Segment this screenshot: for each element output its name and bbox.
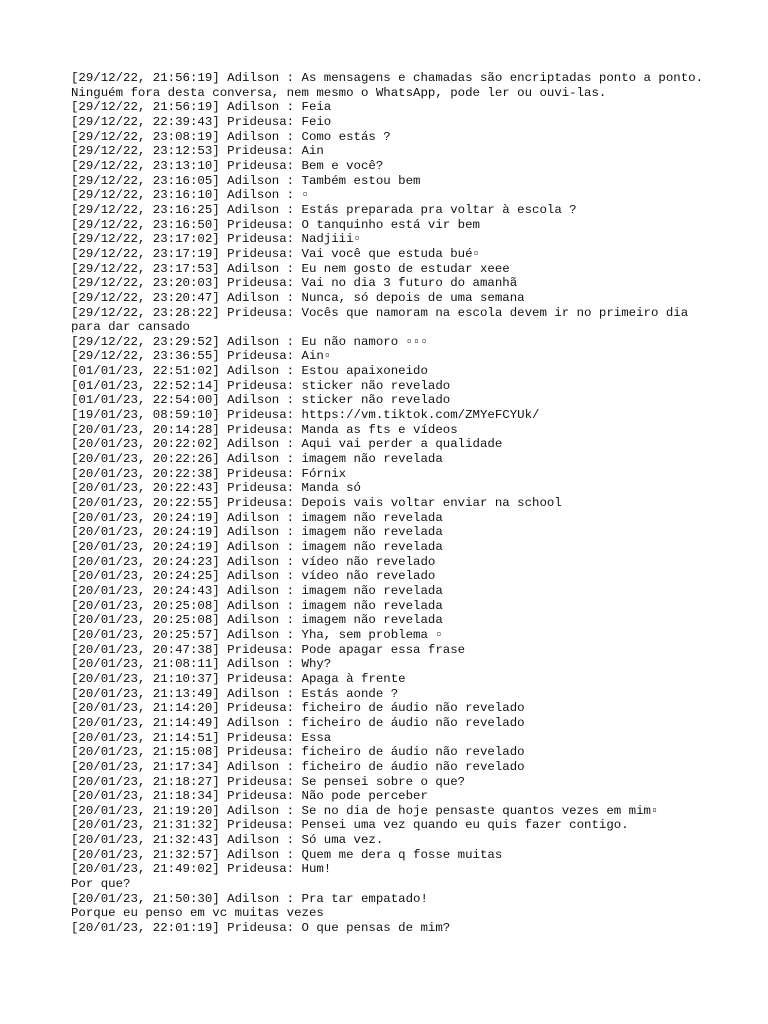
chat-line: [01/01/23, 22:51:02] Adilson : Estou apaixoneido <box>71 364 428 379</box>
chat-line: [29/12/22, 23:16:50] Prideusa: O tanquinho está vir bem <box>71 217 480 232</box>
chat-line: [20/01/23, 21:10:37] Prideusa: Apaga à frente <box>71 671 406 686</box>
chat-line: [29/12/22, 23:17:53] Adilson : Eu nem gosto de estudar xeee <box>71 261 510 276</box>
chat-line: [20/01/23, 21:50:30] Adilson : Pra tar empatado! <box>71 891 428 906</box>
chat-line: [20/01/23, 21:18:34] Prideusa: Não pode perceber <box>71 789 428 804</box>
chat-line: [29/12/22, 21:56:19] Adilson : As mensagens e chamadas são encriptadas ponto a ponto. Ninguém fora desta conversa, nem mesmo o WhatsApp, pode ler ou ouvi-las. <box>71 71 711 100</box>
chat-line: [29/12/22, 23:08:19] Adilson : Como estás ? <box>71 129 391 144</box>
chat-line: [29/12/22, 23:28:22] Prideusa: Vocês que namoram na escola devem ir no primeiro dia para dar cansado <box>71 305 696 335</box>
chat-line: [20/01/23, 20:24:19] Adilson : imagem não revelada <box>71 510 443 525</box>
chat-line: [20/01/23, 21:13:49] Adilson : Estás aonde ? <box>71 686 399 701</box>
chat-line: [29/12/22, 23:36:55] Prideusa: Ain▫ <box>71 349 332 364</box>
chat-line: [20/01/23, 20:25:08] Adilson : imagem não revelada <box>71 598 443 613</box>
chat-line: [20/01/23, 20:24:43] Adilson : imagem não revelada <box>71 583 443 598</box>
chat-line: [20/01/23, 20:22:26] Adilson : imagem não revelada <box>71 452 443 467</box>
chat-line: [29/12/22, 23:17:02] Prideusa: Nadjiii▫ <box>71 232 361 247</box>
chat-line: [20/01/23, 20:24:19] Adilson : imagem não revelada <box>71 525 443 540</box>
chat-line: [01/01/23, 22:54:00] Adilson : sticker não revelado <box>71 393 451 408</box>
chat-line: [19/01/23, 08:59:10] Prideusa: https://vm.tiktok.com/ZMYeFCYUk/ <box>71 408 540 423</box>
chat-line: [29/12/22, 23:12:53] Prideusa: Ain <box>71 144 324 159</box>
chat-line: [01/01/23, 22:52:14] Prideusa: sticker não revelado <box>71 378 451 393</box>
chat-line: [20/01/23, 20:22:38] Prideusa: Fórnix <box>71 466 347 481</box>
chat-line: [20/01/23, 21:49:02] Prideusa: Hum! <box>71 862 332 877</box>
chat-line: [29/12/22, 23:29:52] Adilson : Eu não namoro ▫▫▫ <box>71 334 428 349</box>
chat-line: [20/01/23, 20:22:43] Prideusa: Manda só <box>71 481 361 496</box>
chat-line: [20/01/23, 21:32:57] Adilson : Quem me dera q fosse muitas <box>71 847 503 862</box>
chat-line: [29/12/22, 23:20:03] Prideusa: Vai no dia 3 futuro do amanhã <box>71 276 518 291</box>
chat-line: [29/12/22, 21:56:19] Adilson : Feia <box>71 100 332 115</box>
chat-line: [29/12/22, 23:13:10] Prideusa: Bem e você? <box>71 158 384 173</box>
chat-line: [20/01/23, 20:22:55] Prideusa: Depois vais voltar enviar na school <box>71 496 562 511</box>
chat-line: [20/01/23, 20:25:08] Adilson : imagem não revelada <box>71 613 443 628</box>
chat-line: [20/01/23, 21:14:49] Adilson : ficheiro de áudio não revelado <box>71 715 525 730</box>
chat-line: [20/01/23, 20:24:23] Adilson : vídeo não revelado <box>71 554 436 569</box>
chat-line: [20/01/23, 20:47:38] Prideusa: Pode apagar essa frase <box>71 642 466 657</box>
chat-line: [29/12/22, 23:20:47] Adilson : Nunca, só depois de uma semana <box>71 290 525 305</box>
chat-line: [20/01/23, 21:31:32] Prideusa: Pensei uma vez quando eu quis fazer contigo. <box>71 818 629 833</box>
chat-line: Porque eu penso em vc muitas vezes <box>71 906 324 921</box>
chat-line: [20/01/23, 20:24:25] Adilson : vídeo não revelado <box>71 569 436 584</box>
chat-line: [20/01/23, 20:22:02] Adilson : Aqui vai perder a qualidade <box>71 437 503 452</box>
chat-line: [20/01/23, 21:08:11] Adilson : Why? <box>71 657 332 672</box>
chat-line: [20/01/23, 21:15:08] Prideusa: ficheiro de áudio não revelado <box>71 745 525 760</box>
chat-line: [20/01/23, 21:14:51] Prideusa: Essa <box>71 730 332 745</box>
chat-line: [20/01/23, 21:32:43] Adilson : Só uma vez. <box>71 833 384 848</box>
chat-line: [20/01/23, 20:14:28] Prideusa: Manda as fts e vídeos <box>71 422 458 437</box>
chat-line: [20/01/23, 20:25:57] Adilson : Yha, sem problema ▫ <box>71 627 443 642</box>
chat-line: Por que? <box>71 877 131 892</box>
chat-line: [20/01/23, 21:19:20] Adilson : Se no dia de hoje pensaste quantos vezes em mim▫ <box>71 803 659 818</box>
chat-line: [20/01/23, 21:18:27] Prideusa: Se pensei sobre o que? <box>71 774 466 789</box>
chat-line: [29/12/22, 22:39:43] Prideusa: Feio <box>71 114 332 129</box>
chat-line: [20/01/23, 21:17:34] Adilson : ficheiro de áudio não revelado <box>71 759 525 774</box>
chat-line: [20/01/23, 20:24:19] Adilson : imagem não revelada <box>71 540 443 554</box>
chat-line: [29/12/22, 23:16:10] Adilson : ▫ <box>71 188 309 203</box>
chat-line: [29/12/22, 23:16:05] Adilson : Também estou bem <box>71 173 421 188</box>
chat-transcript <box>71 71 711 936</box>
chat-line: [20/01/23, 21:14:20] Prideusa: ficheiro de áudio não revelado <box>71 701 525 716</box>
chat-line: [29/12/22, 23:17:19] Prideusa: Vai você que estuda bué▫ <box>71 246 480 261</box>
chat-line: [20/01/23, 22:01:19] Prideusa: O que pensas de mim? <box>71 921 451 936</box>
chat-line: [29/12/22, 23:16:25] Adilson : Estás preparada pra voltar à escola ? <box>71 202 577 217</box>
